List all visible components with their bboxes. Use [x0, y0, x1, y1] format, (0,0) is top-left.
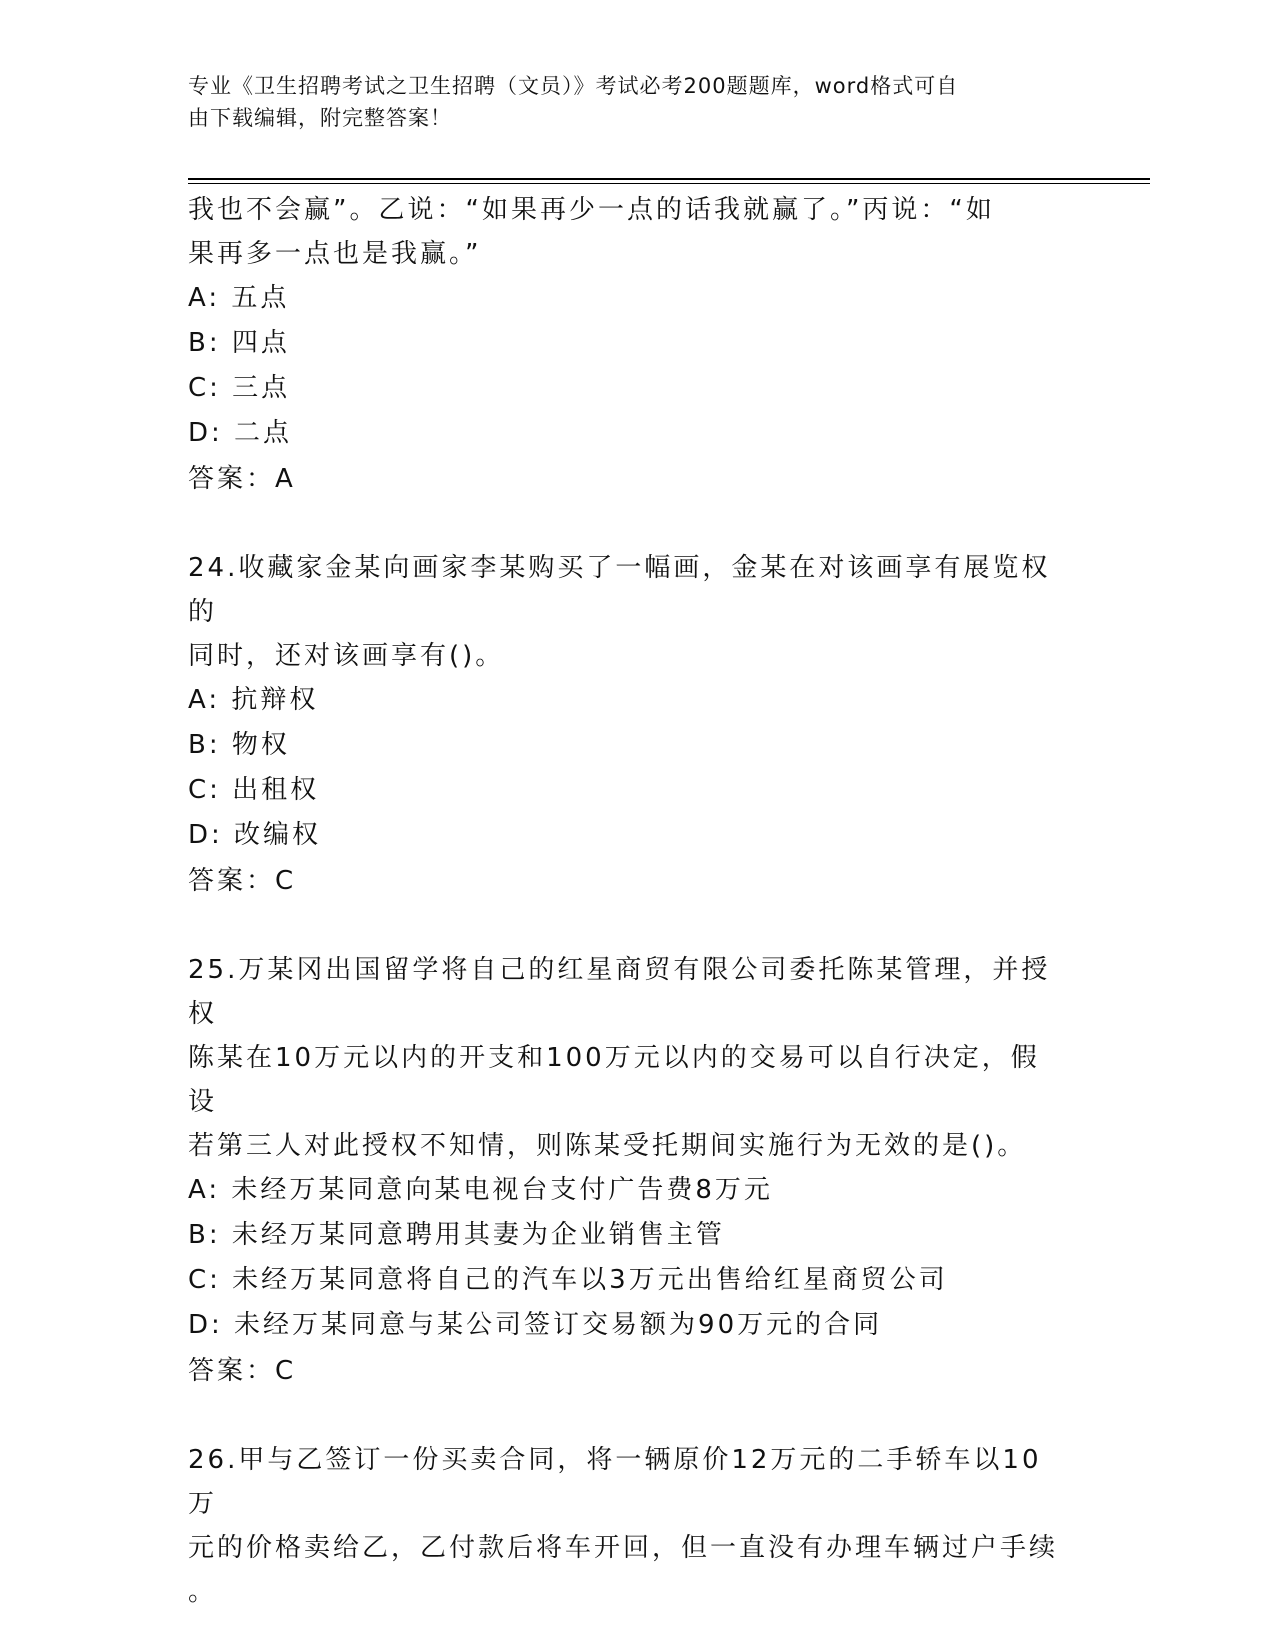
continued-question — [188, 188, 1068, 502]
option-c: C: 三点 — [188, 373, 291, 403]
question-text-line: 若第三人对此授权不知情，则陈某受托期间实施行为无效的是()。 — [188, 1131, 1027, 1161]
question-text-line: 果再多一点也是我赢。” — [188, 239, 482, 269]
question-text-line: 同时，还对该画享有()。 — [188, 641, 505, 671]
option-b: B: 四点 — [188, 328, 290, 358]
question-24 — [188, 546, 1068, 904]
question-25 — [188, 948, 1068, 1394]
option-d: D: 二点 — [188, 418, 293, 448]
header-line-2: 由下载编辑，附完整答案！ — [188, 106, 452, 130]
document-header — [188, 70, 1068, 134]
option-b: B: 未经万某同意聘用其妻为企业销售主管 — [188, 1220, 725, 1250]
option-a: A: 抗辩权 — [188, 685, 319, 715]
option-d: D: 改编权 — [188, 820, 322, 850]
answer-line: 答案：C — [188, 1356, 297, 1386]
question-text-line: 我也不会赢”。乙说：“如果再少一点的话我就赢了。”丙说：“如 — [188, 195, 995, 225]
option-a: A: 未经万某同意向某电视台支付广告费8万元 — [188, 1175, 773, 1205]
question-text-line: 25.万某冈出国留学将自己的红星商贸有限公司委托陈某管理，并授权 — [188, 955, 1051, 1029]
question-text-line: 元的价格卖给乙，乙付款后将车开回，但一直没有办理车辆过户手续 — [188, 1533, 1059, 1563]
header-divider — [188, 178, 1150, 184]
document-body — [188, 188, 1068, 1614]
option-a: A: 五点 — [188, 283, 290, 313]
option-c: C: 出租权 — [188, 775, 320, 805]
question-26 — [188, 1438, 1068, 1614]
option-d: D: 未经万某同意与某公司签订交易额为90万元的合同 — [188, 1310, 883, 1340]
question-text-line: 26.甲与乙签订一份买卖合同，将一辆原价12万元的二手轿车以10万 — [188, 1445, 1042, 1519]
option-c: C: 未经万某同意将自己的汽车以3万元出售给红星商贸公司 — [188, 1265, 948, 1295]
answer-line: 答案：C — [188, 866, 297, 896]
answer-line: 答案：A — [188, 464, 296, 494]
question-text-line: 陈某在10万元以内的开支和100万元以内的交易可以自行决定，假设 — [188, 1043, 1040, 1117]
question-text-line: 24.收藏家金某向画家李某购买了一幅画，金某在对该画享有展览权的 — [188, 553, 1051, 627]
header-line-1: 专业《卫生招聘考试之卫生招聘（文员）》考试必考200题题库，word格式可自 — [188, 74, 959, 98]
option-b: B: 物权 — [188, 730, 290, 760]
question-text-line: 。 — [188, 1577, 218, 1607]
